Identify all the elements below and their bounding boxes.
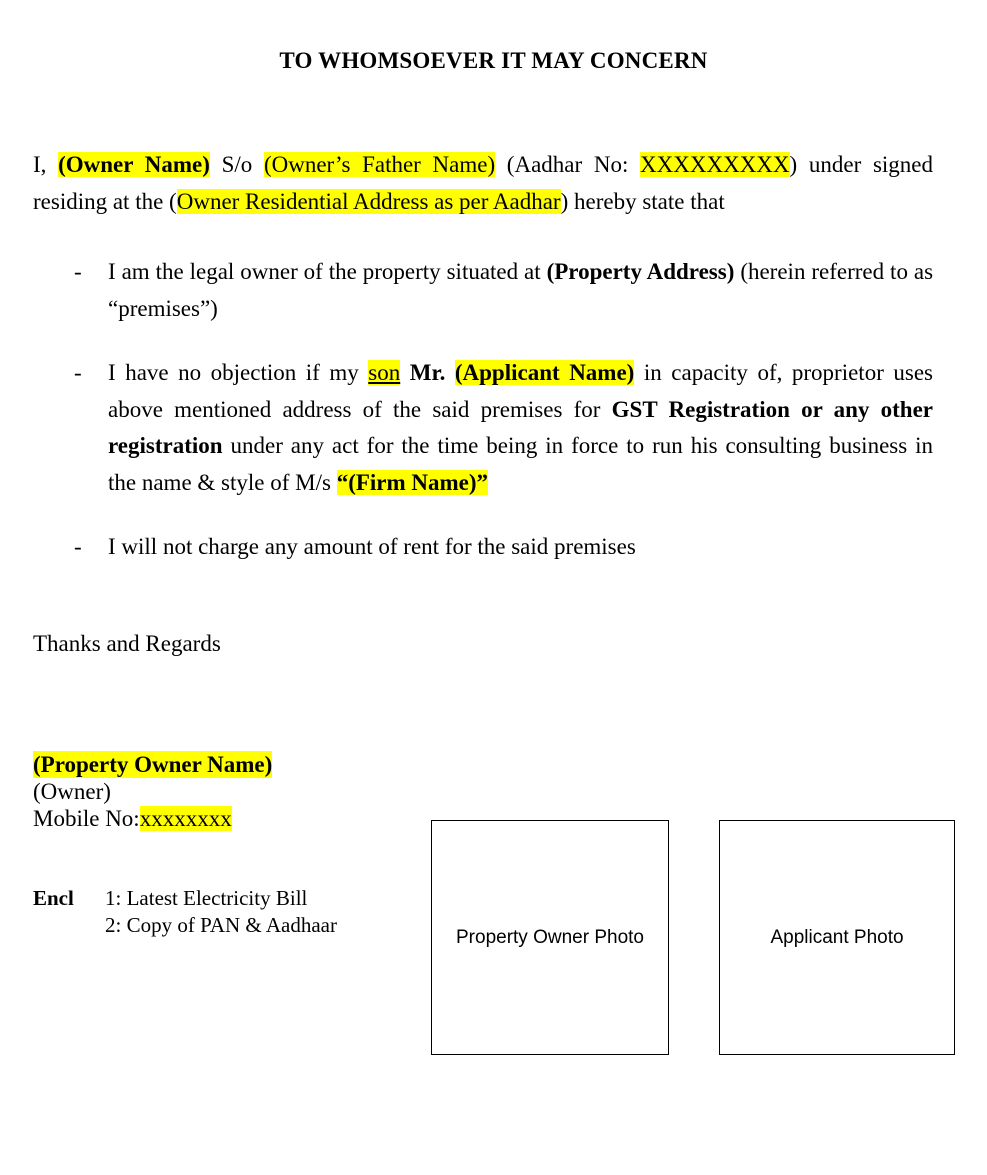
mobile-number-field: xxxxxxxx <box>139 805 232 831</box>
list-item <box>33 529 933 566</box>
enclosure-item-1: 1: Latest Electricity Bill <box>105 885 308 910</box>
owner-name-field: (Owner Name) <box>58 152 210 177</box>
residing-close-paren: ) <box>560 188 569 214</box>
applicant-photo-placeholder <box>719 820 955 1055</box>
enclosures-items <box>105 885 337 939</box>
bullet-dash: - <box>74 360 82 385</box>
mr-prefix: Mr. <box>409 360 446 385</box>
property-address-field: (Property Address) <box>546 259 735 284</box>
owner-photo-label: Property Owner Photo <box>456 927 644 948</box>
enclosure-item-2: 2: Copy of PAN & Aadhaar <box>105 912 337 937</box>
applicant-name-field: (Applicant Name) <box>454 360 635 385</box>
firm-quote-open: “ <box>336 469 349 495</box>
intro-paragraph <box>33 147 933 220</box>
applicant-photo-label: Applicant Photo <box>770 927 904 948</box>
list-item <box>33 254 933 327</box>
signature-owner-name: (Property Owner Name) <box>33 751 273 777</box>
point-3-text: I will not charge any amount of rent for the said premises <box>108 534 636 559</box>
thanks-text: Thanks and Regards <box>33 630 221 656</box>
owner-photo-placeholder <box>431 820 669 1055</box>
enclosures-label: Encl <box>33 885 74 910</box>
aadhar-label: (Aadhar No: <box>506 152 629 177</box>
statement-list <box>33 254 954 566</box>
residential-address-field: Owner Residential Address as per Aadhar <box>176 188 561 214</box>
document-page <box>0 48 987 1175</box>
registration-bold-text: GST Registration or any other registration <box>108 396 933 458</box>
page-title: TO WHOMSOEVER IT MAY CONCERN <box>279 48 708 73</box>
intro-i-prefix: I, <box>33 152 47 177</box>
residing-text: under signed residing at the ( <box>33 152 933 214</box>
father-name-field: (Owner’s Father Name) <box>263 152 496 177</box>
point-2-text-part2: in capacity of, proprietor uses above mentioned address of the said premises for <box>108 360 933 422</box>
mobile-label: Mobile No: <box>33 805 140 831</box>
state-that-text: hereby state that <box>574 188 725 214</box>
bullet-dash: - <box>74 534 82 559</box>
firm-name-field: (Firm Name) <box>348 469 477 495</box>
point-1-text-part1: I am the legal owner of the property situated at <box>108 259 547 284</box>
relation-field: son <box>368 360 401 385</box>
point-1-text-part2: (herein referred to as “premises”) <box>108 259 934 321</box>
list-item <box>33 355 933 501</box>
point-2-text-part1: I have no objection if my <box>108 360 369 385</box>
aadhar-close-paren: ) <box>789 152 798 177</box>
bullet-dash: - <box>74 259 82 284</box>
aadhar-number-field: XXXXXXXXX <box>640 152 790 177</box>
signature-owner-role: (Owner) <box>33 778 111 804</box>
intro-so: S/o <box>221 152 253 177</box>
point-2-text-part3: under any act for the time being in force to run his consulting business in the name & style of M/s <box>108 433 933 495</box>
firm-quote-close: ” <box>476 469 489 495</box>
